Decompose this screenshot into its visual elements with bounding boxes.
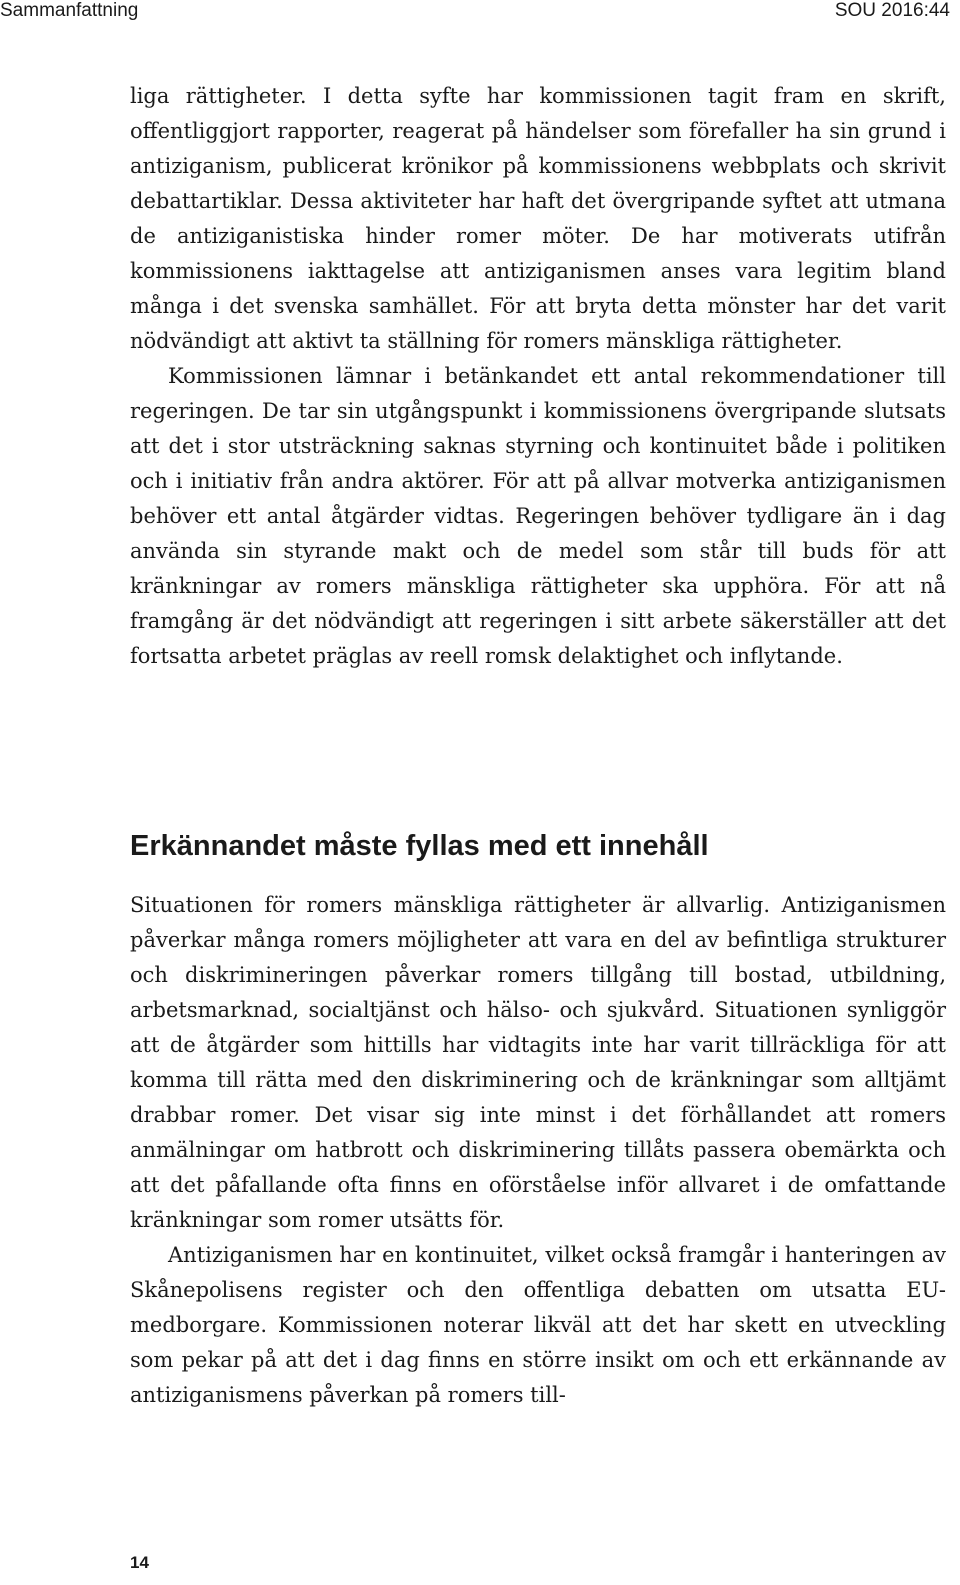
paragraph: liga rättigheter. I detta syfte har kommissionen tagit fram en skrift, offentliggjort rapporter, reagerat på händelser som förefaller ha sin grund i antiziganism, publicerat krönikor på kommissionens webbplats och skrivit debattartiklar. Dessa aktiviteter har haft det övergripande syftet att utmana de antiziganistiska hinder romer möter. De har motiverats utifrån kommissionens iakttagelse att antiziganismen anses vara legitim bland många i det svenska samhället. För att bryta detta mönster har det varit nödvändigt att aktivt ta ställning för romers mänskliga rättigheter. <box>130 84 946 353</box>
section-heading: Erkännandet måste fyllas med ett innehåll <box>130 830 709 862</box>
header-document-id: SOU 2016:44 <box>834 0 950 21</box>
page-number: 14 <box>130 1553 149 1572</box>
paragraph: Kommissionen lämnar i betänkandet ett antal rekommendationer till regeringen. De tar sin utgångspunkt i kommissionens övergripande slutsats att det i stor utsträckning saknas styrning och kontinuitet både i politiken och i initiativ från andra aktörer. För att på allvar motverka antiziganismen behöver ett antal åtgärder vidtas. Regeringen behöver tydligare än i dag använda sin styrande makt och de medel som står till buds för att kränkningar av romers mänskliga rättigheter ska upphöra. För att nå framgång är det nödvändigt att regeringen i sitt arbete säkerställer att det fortsatta arbetet präglas av reell romsk delaktighet och inflytande. <box>130 364 946 668</box>
running-header <box>0 0 960 24</box>
body-section-1 <box>130 79 946 674</box>
paragraph: Situationen för romers mänskliga rättigheter är allvarlig. Antiziganismen påverkar många romers möjligheter att vara en del av befintliga strukturer och diskrimineringen påverkar romers tillgång till bostad, utbildning, arbetsmarknad, socialtjänst och hälso- och sjukvård. Situationen synliggör att de åtgärder som hittills har vidtagits inte har varit tillräckliga för att komma till rätta med den diskriminering och de kränkningar som alltjämt drabbar romer. Det visar sig inte minst i det förhållandet att romers anmälningar om hatbrott och diskriminering tillåts passera obemärkta och att det påfallande ofta finns en oförståelse inför allvaret i de omfattande kränkningar som romer utsätts för. <box>130 893 946 1232</box>
paragraph: Antiziganismen har en kontinuitet, vilket också framgår i hanteringen av Skånepolisens register och den offentliga debatten om utsatta EU-medborgare. Kommissionen noterar likväl att det har skett en utveckling som pekar på att det i dag finns en större insikt om och ett erkännande av antiziganismens påverkan på romers till- <box>130 1243 946 1407</box>
body-section-2 <box>130 888 946 1413</box>
header-section-title: Sammanfattning <box>0 0 139 21</box>
